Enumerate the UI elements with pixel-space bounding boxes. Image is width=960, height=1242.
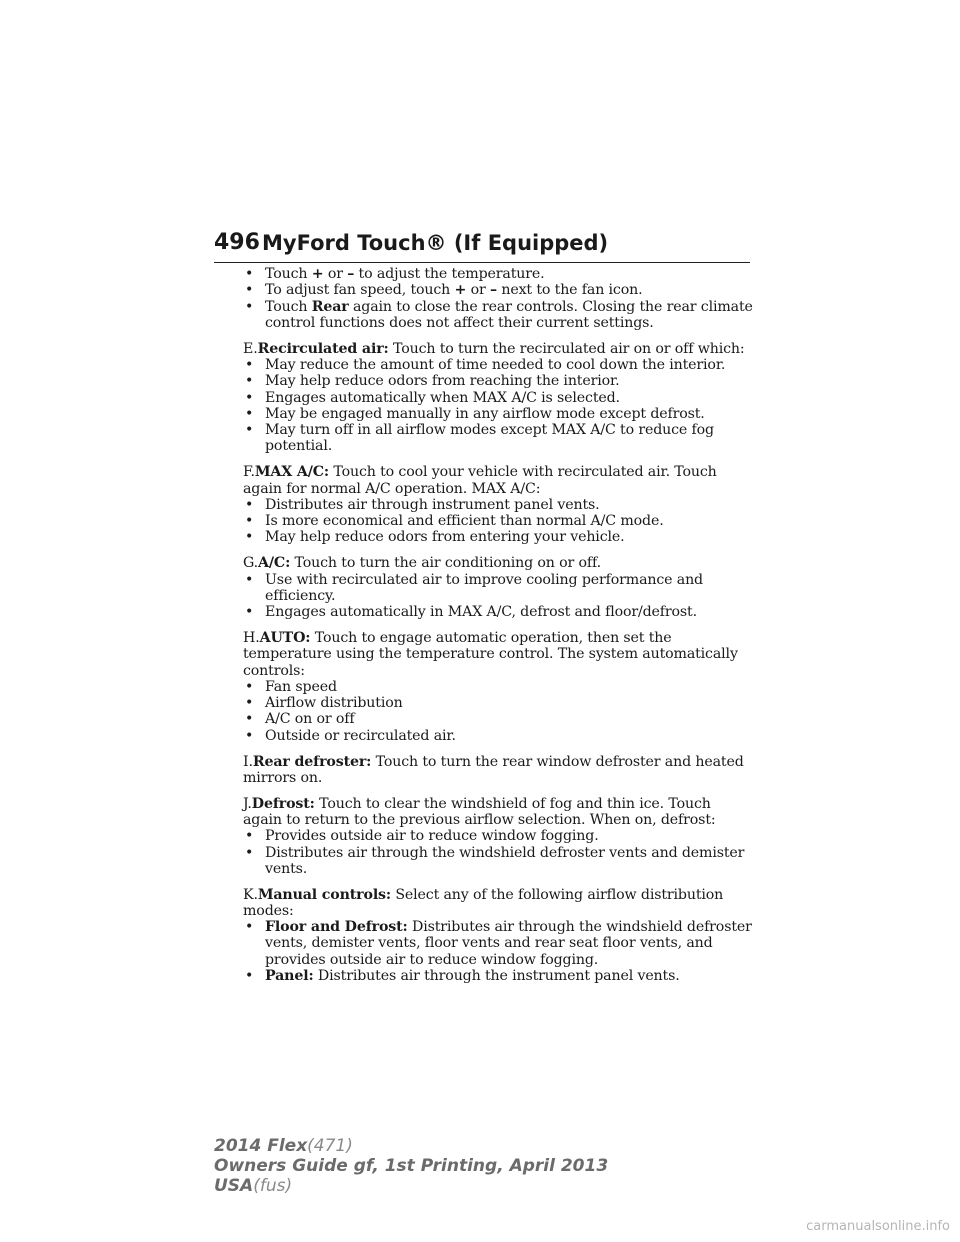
item-text: Engages automatically in MAX A/C, defrost and floor/defrost. [265, 604, 697, 621]
section-label: Recirculated air: [257, 340, 389, 357]
section-j-intro [243, 796, 753, 829]
bullet-icon: • [245, 711, 254, 728]
bullet-icon: • [245, 373, 254, 390]
footer-region-code: (fus) [253, 1176, 293, 1196]
item-text: or [323, 266, 348, 282]
bullet-icon: • [245, 529, 254, 546]
section-letter: F. [243, 464, 255, 481]
section-text: Select any of the following airflow distribution modes: [243, 886, 724, 919]
list-item [243, 968, 753, 984]
watermark: carmanualsonline.info [806, 1219, 950, 1234]
section-e-intro [243, 341, 753, 357]
section-text: Touch to turn the rear window defroster and heated mirrors on. [243, 753, 744, 786]
item-text: or [466, 282, 491, 299]
section-h-list [243, 679, 753, 744]
section-j-list [243, 828, 753, 877]
item-text: Provides outside air to reduce window fogging. [265, 828, 599, 845]
section-letter: E. [243, 340, 258, 357]
item-text: Airflow distribution [265, 695, 403, 712]
rear-keyword: Rear [311, 298, 349, 315]
bullet-icon: • [245, 695, 254, 712]
item-text: Engages automatically when MAX A/C is selected. [265, 389, 620, 406]
bullet-icon: • [245, 266, 254, 282]
bullet-icon: • [245, 389, 254, 406]
item-text: A/C on or off [265, 711, 355, 728]
footer-line-3 [214, 1176, 608, 1196]
list-item [243, 373, 753, 389]
list-item [243, 845, 753, 878]
bullet-icon: • [245, 298, 254, 315]
section-h-intro [243, 630, 753, 679]
section-text: Touch to turn the recirculated air on or off which: [388, 340, 745, 357]
bullet-icon: • [245, 678, 254, 695]
section-f-list [243, 497, 753, 546]
list-item [243, 497, 753, 513]
rear-controls-list [243, 266, 753, 331]
list-item [243, 529, 753, 545]
footer-region: USA [214, 1176, 254, 1196]
section-letter: I. [243, 753, 253, 770]
minus-symbol: – [490, 282, 497, 299]
section-letter: J. [243, 795, 252, 812]
list-item [243, 357, 753, 373]
section-label: A/C: [258, 555, 291, 572]
section-letter: G. [243, 555, 259, 572]
bullet-icon: • [245, 604, 254, 621]
section-i-intro [243, 754, 753, 787]
item-text: Touch [265, 298, 312, 315]
section-text: Touch to engage automatic operation, then set the temperature using the temperature control. The system automatically controls: [243, 629, 738, 679]
section-label: Rear defroster: [252, 753, 372, 770]
bullet-icon: • [245, 496, 254, 513]
section-title: MyFord Touch® (If Equipped) [262, 231, 609, 255]
item-text: May turn off in all airflow modes except MAX A/C to reduce fog potential. [265, 422, 714, 455]
section-label: AUTO: [259, 629, 311, 646]
item-text: May reduce the amount of time needed to cool down the interior. [265, 356, 726, 373]
list-item [243, 422, 753, 455]
footer-model: 2014 Flex [214, 1136, 308, 1156]
page-number: 496 [214, 230, 260, 255]
list-item [243, 604, 753, 620]
section-f-intro [243, 464, 753, 497]
bullet-icon: • [245, 968, 254, 985]
section-g-list [243, 572, 753, 621]
page-header [214, 228, 750, 263]
list-item [243, 406, 753, 422]
plus-symbol: + [454, 282, 467, 299]
bullet-icon: • [245, 422, 254, 439]
bullet-icon: • [245, 727, 254, 744]
item-text: Touch [265, 266, 312, 282]
item-text: Distributes air through the windshield defroster vents, demister vents, floor vents and rear seat floor vents, and provides outside air to reduce window fogging. [265, 919, 752, 968]
section-text: Touch to clear the windshield of fog and thin ice. Touch again to return to the previous airflow selection. When on, defrost: [243, 795, 716, 828]
footer-line-2: Owners Guide gf, 1st Printing, April 2013 [214, 1156, 609, 1176]
item-text: Distributes air through the instrument panel vents. [313, 968, 680, 985]
section-e-list [243, 357, 753, 455]
section-label: Manual controls: [257, 886, 391, 903]
list-item [243, 390, 753, 406]
bullet-icon: • [245, 844, 254, 861]
list-item [243, 711, 753, 727]
list-item [243, 299, 753, 332]
bullet-icon: • [245, 513, 254, 530]
bullet-icon: • [245, 919, 254, 936]
item-text: To adjust fan speed, touch [265, 282, 455, 299]
item-text: again to close the rear controls. Closing the rear climate control functions does not affect their current settings. [265, 298, 753, 331]
item-text: May be engaged manually in any airflow mode except defrost. [265, 405, 705, 422]
bullet-icon: • [245, 571, 254, 588]
section-text: Touch to cool your vehicle with recirculated air. Touch again for normal A/C operation. MAX A/C: [243, 464, 717, 497]
list-item [243, 728, 753, 744]
section-k-intro [243, 887, 753, 920]
item-text: Use with recirculated air to improve cooling performance and efficiency. [265, 571, 703, 604]
item-label: Panel: [265, 968, 314, 985]
list-item [243, 679, 753, 695]
section-text: Touch to turn the air conditioning on or off. [290, 555, 601, 572]
list-item [243, 572, 753, 605]
section-g-intro [243, 555, 753, 571]
item-text: Distributes air through instrument panel vents. [265, 496, 600, 513]
footer-line-1 [214, 1136, 608, 1156]
item-text: Fan speed [265, 678, 337, 695]
plus-symbol: + [311, 266, 324, 282]
list-item [243, 828, 753, 844]
section-label: Defrost: [251, 795, 315, 812]
bullet-icon: • [245, 405, 254, 422]
item-text: May help reduce odors from reaching the interior. [265, 373, 620, 390]
page-content [243, 266, 753, 984]
item-text: Is more economical and efficient than normal A/C mode. [265, 513, 664, 530]
list-item [243, 266, 753, 282]
list-item [243, 919, 753, 968]
section-k-list [243, 919, 753, 984]
list-item [243, 282, 753, 298]
item-label: Floor and Defrost: [265, 919, 408, 936]
bullet-icon: • [245, 282, 254, 299]
section-letter: K. [243, 886, 258, 903]
item-text: next to the fan icon. [496, 282, 643, 299]
list-item [243, 513, 753, 529]
item-text: Distributes air through the windshield defroster vents and demister vents. [265, 844, 745, 877]
item-text: May help reduce odors from entering your vehicle. [265, 529, 625, 546]
footer-page-code: (471) [307, 1136, 353, 1156]
item-text: to adjust the temperature. [354, 266, 545, 282]
section-label: MAX A/C: [254, 464, 330, 481]
bullet-icon: • [245, 828, 254, 845]
bullet-icon: • [245, 356, 254, 373]
item-text: Outside or recirculated air. [265, 727, 456, 744]
page-footer [214, 1136, 608, 1196]
section-letter: H. [243, 629, 260, 646]
list-item [243, 695, 753, 711]
minus-symbol: – [347, 266, 355, 282]
